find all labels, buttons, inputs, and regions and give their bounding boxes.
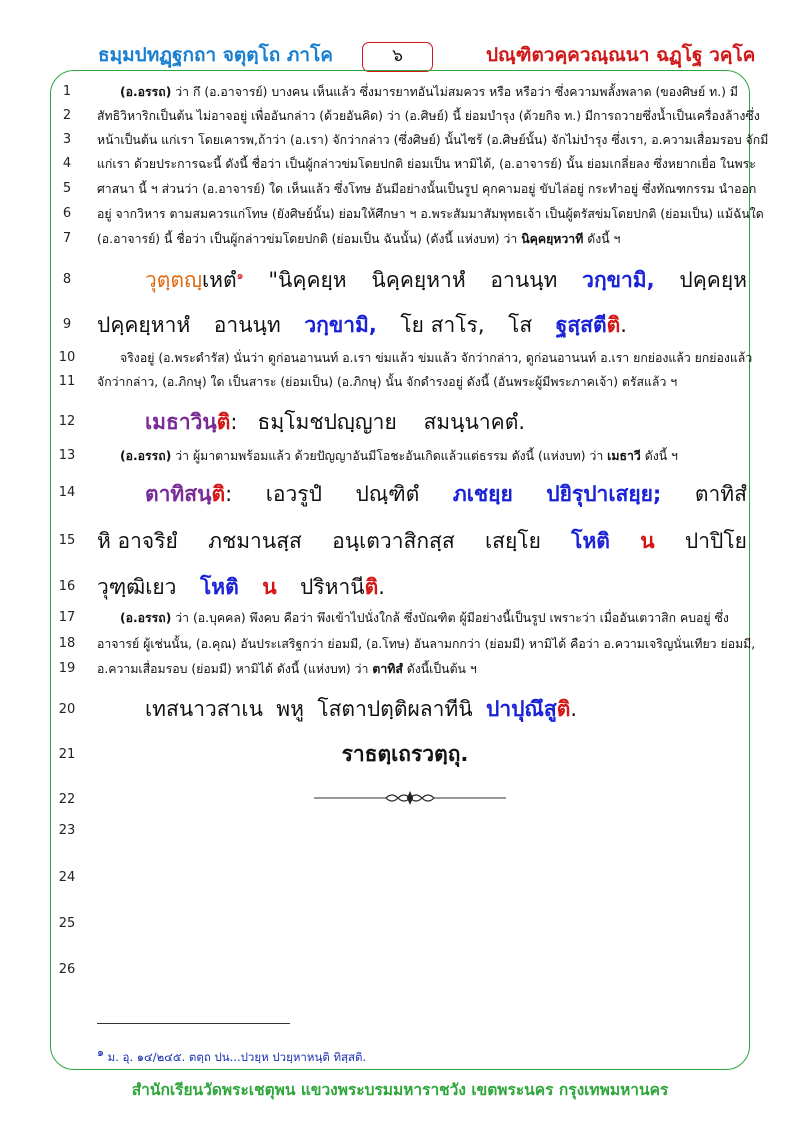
text-line [97, 660, 753, 679]
term: นิคฺคยฺหวาที [521, 232, 584, 246]
word [556, 309, 627, 342]
word: ปณฺฑิตํ [355, 482, 420, 506]
text-line: สัทธิวิหาริกเป็นต้น ไม่อาจอยู่ เพื่ออันกล่าว (ด้วยอันคิด) ว่า (อ.ศิษย์) นี้ ย่อมบำรุง (ด้วยกิจ ท.) มีการถวายซึ่งน้ำเป็นเครื่องล้างซึ่ง [97, 109, 760, 123]
term: ตาทิสํ [372, 662, 403, 676]
word: วุฑฺฒิเยว [97, 575, 177, 599]
text-line: หน้าเป็นต้น แก่เรา โดยเคารพ,ถ้าว่า (อ.เรา) จักว่ากล่าว (ซึ่งศิษย์) นั้นไซร้ (อ.ศิษย์นั้น) จักไม่บำรุง ซึ่งเรา, อ.ความเสื่อมรอบ จักมี [97, 133, 769, 147]
term-part: ติ [216, 410, 231, 434]
word: ธมฺโมชปญฺญาย [257, 410, 397, 434]
line-number: 13 [58, 448, 76, 463]
word: ภชมานสฺส [208, 529, 302, 553]
word [300, 571, 385, 604]
line-number: 4 [62, 156, 72, 171]
line-number: 3 [62, 132, 72, 147]
word: ปาปุณึสู [485, 697, 557, 721]
pali-line [145, 406, 525, 439]
word-part: . [570, 697, 578, 721]
word: น [262, 575, 277, 599]
text-line [120, 609, 753, 628]
word-part: ปริหานี [300, 575, 365, 599]
word: ปาปิโย [684, 529, 747, 553]
text-line: จักว่ากล่าว, (อ.ภิกษุ) ใด เป็นสาระ (ย่อมเป็น) (อ.ภิกษุ) นั้น จักดำรงอยู่ ดังนี้ (อันพระผู้มีพระภาคเจ้า) ตรัสแล้ว ฯ [97, 375, 678, 389]
line-number: 12 [58, 414, 76, 429]
line-number: 16 [58, 579, 76, 594]
text-span: ว่า กึ (อ.อาจารย์) บางคน เห็นแล้ว ซึ่งมารยาทอันไม่สมควร หรือ หรือว่า ซึ่งความพลั้งพลาด (ของศิษย์ ท.) มี [171, 85, 738, 99]
line-number: 8 [62, 272, 72, 287]
word: อานนฺท [213, 313, 281, 337]
word: พหู [276, 697, 304, 721]
line-number: 21 [58, 747, 76, 762]
text-span: ดังนี้เป็นต้น ฯ [402, 662, 477, 676]
page-number: ๖ [362, 42, 433, 72]
word: โหติ [199, 575, 239, 599]
text-line: อาจารย์ ผู้เช่นนั้น, (อ.คุณ) อันประเสริฐกว่า ย่อมมี, (อ.โทษ) อันลามกกว่า (ย่อมมี) หามิได้ คือว่า อ.ความเจริญนั่นเทียว ย่อมมี, [97, 637, 756, 651]
word-part: ติ [364, 575, 379, 599]
running-title: ธมฺมปทฏฺฐกถา จตุตฺโถ ภาโค [98, 44, 334, 66]
text-line: จริงอยู่ (อ.พระดำรัส) นั่นว่า ดูก่อนอานนท์ อ.เรา ข่มแล้ว ข่มแล้ว จักว่ากล่าว, ดูก่อนอานนท์ อ.เรา ยกย่องแล้ว ยกย่องแล้ว [120, 351, 753, 365]
line-number: 19 [58, 661, 76, 676]
word: ปคฺคยฺห [679, 268, 747, 292]
footnote-marker: ๑ [236, 269, 244, 282]
word-part: วุตฺตญฺ [145, 268, 202, 292]
word: เสยฺโย [484, 529, 541, 553]
line-number: 23 [58, 823, 76, 838]
word: หิ อาจริยํ [97, 529, 178, 553]
text-line: ศาสนา นี้ ฯ ส่วนว่า (อ.อาจารย์) ใด เห็นแล้ว ซึ่งโทษ อันมีอย่างนั้นเป็นรูป คุกคามอยู่ ขับไล่อยู่ กระทำอยู่ ซึ่งทัณฑกรรม นำออก [97, 182, 757, 196]
text-span: อ.ความเสื่อมรอบ (ย่อมมี) หามิได้ ดังนี้ (แห่งบท) ว่า [97, 662, 373, 676]
word: โสตาปตฺติผลาทีนิ [317, 697, 473, 721]
line-number: 20 [58, 702, 76, 717]
word: วกฺขามิ, [304, 313, 377, 337]
footnote-marker: ๑ [97, 1046, 104, 1059]
colon: : [225, 482, 233, 506]
word: อนฺเตวาสิกสฺส [332, 529, 455, 553]
line-number: 5 [62, 181, 72, 196]
pali-line [97, 571, 385, 604]
line-number: 26 [58, 962, 76, 977]
line-number: 6 [62, 206, 72, 221]
text-span: (อ.อาจารย์) นี้ ชื่อว่า เป็นผู้กล่าวข่มโดยปกติ (ย่อมเป็น ฉันนั้น) (ดังนี้ แห่งบท) ว่า [97, 232, 522, 246]
term: เมธาวี [607, 449, 641, 463]
text-line: แก่เรา ด้วยประการฉะนี้ ดังนี้ ชื่อว่า เป็นผู้กล่าวข่มโดยปกติ ย่อมเป็น หามิได้, (อ.อาจารย์) นั้น ย่อมเกลี่ยลง ซึ่งหยากเยื่อ ในพระ [97, 157, 756, 171]
word: เทสนาวสาเน [145, 697, 263, 721]
word: อานนฺท [490, 268, 558, 292]
chapter-title: ปณฺฑิตวคฺควณฺณนา ฉฏฺโฐ วคฺโค [486, 44, 756, 66]
word: นิคฺคยฺหาหํ [371, 268, 466, 292]
line-number: 7 [62, 231, 72, 246]
word: เอวรูปํ [265, 482, 322, 506]
term: ตาทิสนฺ [145, 482, 212, 506]
term: เมธาวินฺ [145, 410, 217, 434]
word-part: ติ [556, 697, 571, 721]
word [145, 478, 232, 511]
word-part: ติ [606, 313, 621, 337]
line-number: 14 [58, 485, 76, 500]
word-part: . [620, 313, 627, 337]
word: โส [508, 313, 533, 337]
line-number: 24 [58, 870, 76, 885]
text-span: ว่า ผู้มาตามพร้อมแล้ว ด้วยปัญญาอันมีโอชะอันเกิดแล้วแต่ธรรม ดังนี้ (แห่งบท) ว่า [171, 449, 608, 463]
pali-line [97, 525, 747, 558]
text-line: อยู่ จากวิหาร ตามสมควรแก่โทษ (ยังศิษย์นั้น) ย่อมให้ศึกษา ฯ อ.พระสัมมาสัมพุทธเจ้า เป็นผู้ตรัสข่มโดยปกติ (ย่อมเป็น) แม้ฉันใด [97, 207, 764, 221]
term: (อ.อรรถ) [120, 611, 172, 625]
word-part: เหตํ [201, 268, 237, 292]
line-number: 25 [58, 916, 76, 931]
line-number: 9 [62, 317, 72, 332]
term-part: ติ [211, 482, 226, 506]
text-line [97, 230, 753, 249]
word-part: . [378, 575, 385, 599]
text-span: ดังนี้ ฯ [640, 449, 678, 463]
pali-line [97, 309, 627, 342]
word: ปคฺคยฺหาหํ [97, 313, 191, 337]
line-number: 1 [62, 84, 72, 99]
word [145, 264, 244, 297]
word: สมนฺนาคตํ. [423, 410, 526, 434]
pali-line [145, 478, 747, 511]
term: (อ.อรรถ) [120, 85, 172, 99]
footnote-text: ม. อุ. ๑๔/๒๔๕. ตตฺถ ปน...ปวยฺห ปวยฺหาหนฺติ ทิสฺสติ. [103, 1049, 367, 1064]
word: วกฺขามิ, [582, 268, 655, 292]
line-number: 2 [62, 108, 72, 123]
text-span: ว่า (อ.บุคคล) พึงคบ คือว่า พึงเข้าไปนั่งใกล้ ซึ่งบัณฑิต ผู้มีอย่างนี้เป็นรูป เพราะว่า เมื่ออันเตวาสิก คบอยู่ ซึ่ง [171, 611, 729, 625]
text-line [120, 83, 753, 102]
story-end-title: ราธตฺเถรวตฺถุ. [341, 742, 469, 766]
line-number: 15 [58, 533, 76, 548]
line-number: 11 [58, 374, 76, 389]
word: โหติ [571, 529, 610, 553]
pali-line [145, 693, 577, 726]
line-number: 17 [58, 610, 76, 625]
line-number: 10 [58, 350, 76, 365]
ornament-divider-icon [312, 788, 508, 808]
footnote-rule [97, 1023, 290, 1024]
word: โย สาโร, [400, 313, 485, 337]
colon: : [230, 410, 238, 434]
word: น [640, 529, 655, 553]
line-number: 18 [58, 636, 76, 651]
text-line [120, 447, 753, 466]
word: ภเชยฺย [452, 482, 513, 506]
page-footer: สำนักเรียนวัดพระเชตุพน แขวงพระบรมมหาราชวัง เขตพระนคร กรุงเทพมหานคร [131, 1081, 669, 1099]
word: ตาทิสํ [694, 482, 747, 506]
pali-line [145, 264, 747, 297]
footnote [97, 1043, 366, 1067]
text-span: ดังนี้ ฯ [583, 232, 621, 246]
word: "นิคฺคยฺห [268, 268, 347, 292]
line-number: 22 [58, 792, 76, 807]
term: (อ.อรรถ) [120, 449, 172, 463]
word: ปยิรุปาเสยฺย; [546, 482, 662, 506]
word-part: ฐสฺสตี [555, 313, 607, 337]
